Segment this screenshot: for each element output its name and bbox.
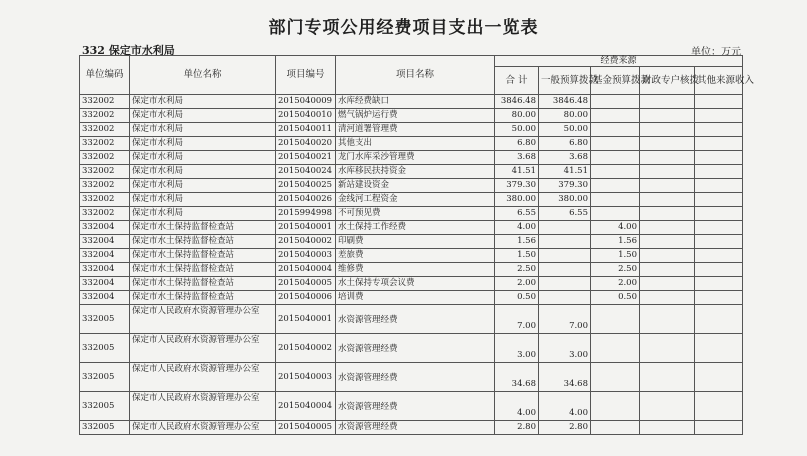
header-project-code: 项目编号 [276,56,336,95]
unit-code-cell: 332002 [80,95,130,109]
unit-code-cell: 332002 [80,193,130,207]
fiscal-special-cell [640,263,695,277]
table-row [80,221,743,235]
other-income-cell [695,165,743,179]
table-row [80,291,743,305]
fund-budget-cell: 0.50 [591,291,640,305]
total-cell: 4.00 [495,221,539,235]
unit-code-cell: 332005 [80,305,130,334]
header-general-budget: 一般预算拨款 [539,67,591,95]
total-cell: 80.00 [495,109,539,123]
unit-name-cell: 保定市水利局 [130,123,276,137]
fiscal-special-cell [640,151,695,165]
fund-budget-cell [591,137,640,151]
general-budget-cell [539,249,591,263]
table-row [80,235,743,249]
table-row [80,363,743,392]
other-income-cell [695,392,743,421]
general-budget-cell: 3846.48 [539,95,591,109]
unit-name-cell: 保定市水土保持监督检查站 [130,291,276,305]
unit-code-cell: 332004 [80,221,130,235]
other-income-cell [695,193,743,207]
other-income-cell [695,207,743,221]
fund-budget-cell [591,95,640,109]
general-budget-cell: 4.00 [539,392,591,421]
unit-name-cell: 保定市水利局 [130,137,276,151]
other-income-cell [695,263,743,277]
other-income-cell [695,363,743,392]
table-row [80,207,743,221]
unit-code-cell: 332005 [80,363,130,392]
general-budget-cell: 41.51 [539,165,591,179]
unit-code-cell: 332005 [80,421,130,435]
fiscal-special-cell [640,235,695,249]
fiscal-special-cell [640,137,695,151]
header-unit-name: 单位名称 [130,56,276,95]
table-body [80,95,743,435]
project-code-cell: 2015040002 [276,334,336,363]
total-cell: 6.80 [495,137,539,151]
other-income-cell [695,235,743,249]
project-code-cell: 2015040025 [276,179,336,193]
fund-budget-cell [591,334,640,363]
table-row [80,137,743,151]
other-income-cell [695,249,743,263]
project-code-cell: 2015040001 [276,305,336,334]
other-income-cell [695,137,743,151]
general-budget-cell: 3.68 [539,151,591,165]
fiscal-special-cell [640,392,695,421]
fiscal-special-cell [640,193,695,207]
page-title: 部门专项公用经费项目支出一览表 [268,18,539,38]
fund-budget-cell: 1.56 [591,235,640,249]
general-budget-cell: 80.00 [539,109,591,123]
general-budget-cell [539,291,591,305]
table-row [80,334,743,363]
general-budget-cell: 380.00 [539,193,591,207]
unit-code-cell: 332004 [80,249,130,263]
project-code-cell: 2015040006 [276,291,336,305]
total-cell: 6.55 [495,207,539,221]
project-code-cell: 2015040005 [276,277,336,291]
unit-name-cell: 保定市人民政府水资源管理办公室 [130,363,276,392]
unit-code-cell: 332002 [80,165,130,179]
unit-code-cell: 332002 [80,179,130,193]
other-income-cell [695,95,743,109]
expenditure-table [79,55,755,435]
project-name-cell: 水库经费缺口 [336,95,495,109]
unit-name-cell: 保定市人民政府水资源管理办公室 [130,421,276,435]
unit-code-cell: 332002 [80,207,130,221]
project-name-cell: 印刷费 [336,235,495,249]
unit-name-cell: 保定市水土保持监督检查站 [130,221,276,235]
fiscal-special-cell [640,305,695,334]
unit-code-cell: 332002 [80,109,130,123]
fund-budget-cell [591,123,640,137]
table-header [80,56,755,95]
unit-code-cell: 332005 [80,392,130,421]
unit-code-cell: 332004 [80,235,130,249]
project-code-cell: 2015040020 [276,137,336,151]
fund-budget-cell [591,207,640,221]
fund-budget-cell: 1.50 [591,249,640,263]
general-budget-cell: 6.80 [539,137,591,151]
other-income-cell [695,277,743,291]
project-code-cell: 2015040003 [276,363,336,392]
fund-budget-cell [591,109,640,123]
fiscal-special-cell [640,421,695,435]
table-row [80,151,743,165]
table-row [80,179,743,193]
table-row [80,277,743,291]
unit-name-cell: 保定市人民政府水资源管理办公室 [130,305,276,334]
unit-code-cell: 332004 [80,277,130,291]
general-budget-cell [539,263,591,277]
general-budget-cell [539,277,591,291]
unit-code-cell: 332004 [80,291,130,305]
fund-budget-cell: 2.00 [591,277,640,291]
table-row [80,109,743,123]
unit-name-cell: 保定市水利局 [130,165,276,179]
fund-budget-cell: 4.00 [591,221,640,235]
total-cell: 7.00 [495,305,539,334]
total-cell: 1.56 [495,235,539,249]
other-income-cell [695,291,743,305]
header-fund-budget: 基金预算拨款 [591,67,640,95]
header-fiscal-special: 财政专户核拨 [640,67,695,95]
other-income-cell [695,179,743,193]
general-budget-cell [539,235,591,249]
project-code-cell: 2015040026 [276,193,336,207]
project-code-cell: 2015040002 [276,235,336,249]
project-name-cell: 不可预见费 [336,207,495,221]
total-cell: 41.51 [495,165,539,179]
total-cell: 4.00 [495,392,539,421]
total-cell: 1.50 [495,249,539,263]
table-row [80,193,743,207]
fiscal-special-cell [640,207,695,221]
project-name-cell: 水资源管理经费 [336,305,495,334]
fiscal-special-cell [640,334,695,363]
unit-code-cell: 332004 [80,263,130,277]
project-name-cell: 金线河工程资金 [336,193,495,207]
table-row [80,421,743,435]
project-code-cell: 2015040011 [276,123,336,137]
general-budget-cell: 6.55 [539,207,591,221]
other-income-cell [695,123,743,137]
fiscal-special-cell [640,249,695,263]
total-cell: 3846.48 [495,95,539,109]
general-budget-cell [539,221,591,235]
general-budget-cell: 7.00 [539,305,591,334]
total-cell: 50.00 [495,123,539,137]
header-project-name: 项目名称 [336,56,495,95]
header-other-income: 其他来源收入 [695,67,743,95]
unit-code-cell: 332002 [80,151,130,165]
project-code-cell: 2015040001 [276,221,336,235]
project-name-cell: 水土保持工作经费 [336,221,495,235]
total-cell: 3.00 [495,334,539,363]
table-row [80,123,743,137]
project-name-cell: 新站建设资金 [336,179,495,193]
project-code-cell: 2015040021 [276,151,336,165]
header-unit-code: 单位编码 [80,56,130,95]
fiscal-special-cell [640,277,695,291]
fund-budget-cell [591,421,640,435]
table-row [80,263,743,277]
department-name: 332 保定市水利局 [82,44,175,57]
other-income-cell [695,109,743,123]
project-name-cell: 维修费 [336,263,495,277]
project-name-cell: 清河道署管理费 [336,123,495,137]
unit-code-cell: 332002 [80,137,130,151]
total-cell: 34.68 [495,363,539,392]
fund-budget-cell [591,165,640,179]
project-code-cell: 2015040024 [276,165,336,179]
total-cell: 0.50 [495,291,539,305]
unit-name-cell: 保定市水利局 [130,95,276,109]
fiscal-special-cell [640,363,695,392]
unit-name-cell: 保定市水土保持监督检查站 [130,235,276,249]
project-code-cell: 2015040005 [276,421,336,435]
fiscal-special-cell [640,95,695,109]
table-row [80,305,743,334]
header-total: 合 计 [495,67,539,95]
unit-name-cell: 保定市水土保持监督检查站 [130,277,276,291]
total-cell: 3.68 [495,151,539,165]
project-name-cell: 水库移民扶持资金 [336,165,495,179]
general-budget-cell: 2.80 [539,421,591,435]
total-cell: 2.00 [495,277,539,291]
project-name-cell: 其他支出 [336,137,495,151]
fund-budget-cell [591,363,640,392]
other-income-cell [695,221,743,235]
general-budget-cell: 34.68 [539,363,591,392]
unit-name-cell: 保定市水土保持监督检查站 [130,249,276,263]
fund-budget-cell: 2.50 [591,263,640,277]
project-name-cell: 燃气锅炉运行费 [336,109,495,123]
unit-name-cell: 保定市水利局 [130,193,276,207]
fiscal-special-cell [640,109,695,123]
total-cell: 2.50 [495,263,539,277]
general-budget-cell: 3.00 [539,334,591,363]
fund-budget-cell [591,392,640,421]
total-cell: 2.80 [495,421,539,435]
project-code-cell: 2015040003 [276,249,336,263]
project-code-cell: 2015040010 [276,109,336,123]
unit-name-cell: 保定市水土保持监督检查站 [130,263,276,277]
project-name-cell: 差旅费 [336,249,495,263]
project-name-cell: 培训费 [336,291,495,305]
fund-budget-cell [591,305,640,334]
project-code-cell: 2015040009 [276,95,336,109]
table-row [80,165,743,179]
other-income-cell [695,151,743,165]
fund-budget-cell [591,151,640,165]
other-income-cell [695,334,743,363]
header-funding-source: 经费来源 [495,56,743,67]
project-code-cell: 2015040004 [276,392,336,421]
other-income-cell [695,421,743,435]
project-name-cell: 水土保持专项会议费 [336,277,495,291]
project-name-cell: 龙门水库采沙管理费 [336,151,495,165]
fiscal-special-cell [640,179,695,193]
project-name-cell: 水资源管理经费 [336,334,495,363]
table-row [80,249,743,263]
unit-name-cell: 保定市水利局 [130,179,276,193]
fund-budget-cell [591,179,640,193]
general-budget-cell: 50.00 [539,123,591,137]
other-income-cell [695,305,743,334]
unit-code-cell: 332005 [80,334,130,363]
total-cell: 380.00 [495,193,539,207]
fiscal-special-cell [640,291,695,305]
total-cell: 379.30 [495,179,539,193]
unit-name-cell: 保定市人民政府水资源管理办公室 [130,392,276,421]
unit-code-cell: 332002 [80,123,130,137]
unit-name-cell: 保定市人民政府水资源管理办公室 [130,334,276,363]
unit-name-cell: 保定市水利局 [130,207,276,221]
unit-label: 单位：万元 [691,47,741,58]
fiscal-special-cell [640,165,695,179]
fiscal-special-cell [640,123,695,137]
table-row [80,95,743,109]
table-row [80,392,743,421]
project-code-cell: 2015994998 [276,207,336,221]
fiscal-special-cell [640,221,695,235]
project-name-cell: 水资源管理经费 [336,421,495,435]
unit-name-cell: 保定市水利局 [130,151,276,165]
unit-name-cell: 保定市水利局 [130,109,276,123]
general-budget-cell: 379.30 [539,179,591,193]
project-code-cell: 2015040004 [276,263,336,277]
fund-budget-cell [591,193,640,207]
project-name-cell: 水资源管理经费 [336,363,495,392]
project-name-cell: 水资源管理经费 [336,392,495,421]
